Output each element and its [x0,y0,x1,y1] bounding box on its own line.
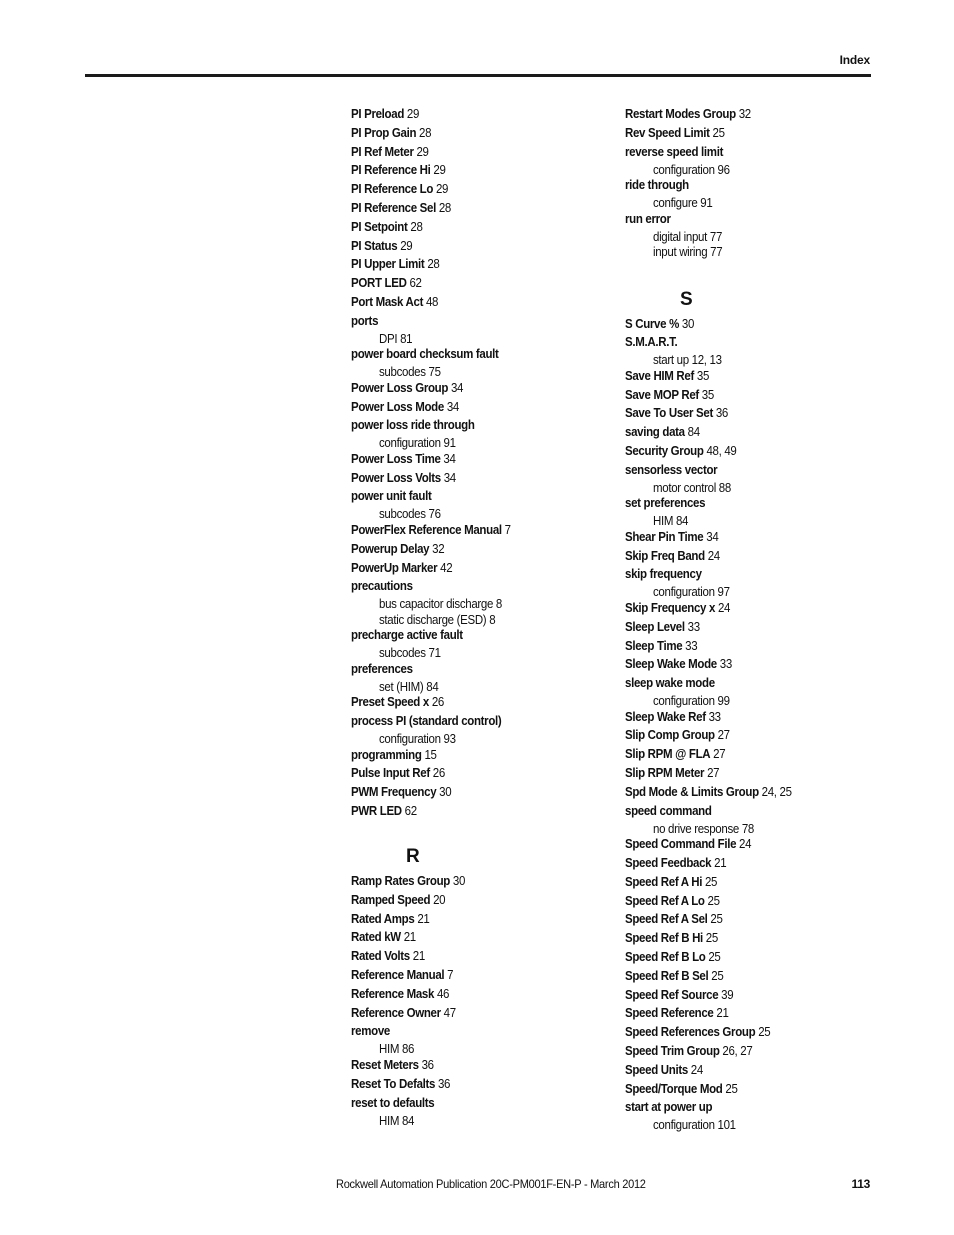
index-entry [625,950,855,964]
index-letter-heading: S [680,288,693,310]
index-page-refs: 47 [443,1005,456,1020]
index-term: Sleep Wake Ref [625,709,706,724]
index-entry [351,785,581,799]
index-term: saving data [625,425,685,440]
index-page-refs: 25 [705,931,718,946]
index-term: process PI (standard control) [351,714,502,729]
index-entry [351,1096,581,1110]
index-subentry: configuration 101 [653,1118,736,1133]
index-entry [625,620,855,634]
index-entry [625,126,855,140]
index-entry [625,1100,855,1114]
index-term: Save To User Set [625,406,713,421]
index-page-refs: 26 [431,695,444,710]
index-term: Speed/Torque Mod [625,1081,723,1096]
index-entry [351,695,581,709]
index-term: Ramp Rates Group [351,874,451,889]
index-term: PWM Frequency [351,785,437,800]
index-page-refs: 30 [681,316,695,331]
index-column-right [625,107,875,1134]
index-entry [625,1082,855,1096]
index-subentry: configure 91 [653,196,713,211]
index-page-refs: 21 [714,855,727,870]
index-subentry: configuration 96 [653,162,730,177]
index-term: sensorless vector [625,462,718,477]
index-page-refs: 42 [440,560,453,575]
index-page-refs: 62 [404,804,417,819]
index-subentry: HIM 84 [379,1113,415,1128]
index-entry [351,1006,581,1020]
index-entry [351,201,581,215]
index-term: PI Setpoint [351,219,408,234]
index-page-refs: 39 [721,987,734,1002]
index-page-refs: 35 [701,387,714,402]
index-term: power unit fault [351,489,432,504]
index-subentry: no drive response 78 [653,821,754,836]
index-page-refs: 24 [717,600,731,615]
index-page-refs: 33 [687,619,700,634]
index-page-refs: 29 [416,144,429,159]
index-entry [625,1044,855,1058]
index-page-refs: 29 [433,163,446,178]
index-page-refs: 33 [719,657,732,672]
index-page-refs: 20 [433,892,446,907]
index-entry [625,988,855,1002]
index-entry [625,549,855,563]
index-entry [351,542,581,556]
index-page-refs: 25 [710,912,723,927]
index-term: Sleep Time [625,638,683,653]
index-page-refs: 26, 27 [722,1043,753,1058]
index-page-refs: 33 [708,709,721,724]
index-entry [625,369,855,383]
index-subentry: configuration 99 [653,694,730,709]
index-page-refs: 36 [437,1076,451,1091]
index-entry [625,894,855,908]
index-entry [351,257,581,271]
index-term: run error [625,211,671,226]
index-entry [625,444,855,458]
index-term: Spd Mode & Limits Group [625,784,759,799]
index-page-refs: 7 [447,968,454,983]
index-term: Preset Speed x [351,695,429,710]
index-entry [625,335,855,349]
index-entry [351,145,581,159]
index-subentry: HIM 86 [379,1042,415,1057]
index-term: Speed Feedback [625,855,712,870]
index-term: Speed Trim Group [625,1043,720,1058]
index-subentry: configuration 97 [653,585,730,600]
index-subentry: HIM 84 [653,514,689,529]
index-page-refs: 48, 49 [706,444,737,459]
index-page-refs: 33 [685,638,698,653]
page-number: 113 [851,1177,870,1191]
index-entry [625,766,855,780]
index-subentry: configuration 93 [379,732,456,747]
index-subentry: subcodes 75 [379,365,441,380]
index-entry [625,912,855,926]
index-entry [625,676,855,690]
index-page-refs: 35 [696,368,710,383]
index-entry [625,804,855,818]
index-term: Sleep Wake Mode [625,657,717,672]
index-term: PI Preload [351,107,405,121]
header-rule [85,74,871,77]
index-subentry: subcodes 76 [379,507,441,522]
index-entry [351,107,581,121]
index-term: PI Reference Lo [351,182,434,197]
index-entry [625,317,855,331]
index-entry [625,388,855,402]
index-page-refs: 32 [738,107,751,121]
index-column-left [351,107,601,1129]
index-term: Speed Units [625,1062,688,1077]
index-subentry: bus capacitor discharge 8 [379,597,503,612]
index-entry [625,657,855,671]
index-term: Power Loss Mode [351,399,444,414]
index-term: Save MOP Ref [625,387,699,402]
index-subentry: start up 12, 13 [653,353,722,368]
footer-publication: Rockwell Automation Publication 20C-PM001F-EN-P - March 2012 [336,1177,646,1191]
index-term: Power Loss Group [351,380,449,395]
index-entry [351,347,581,361]
index-entry [625,212,855,226]
index-subentry: digital input 77 [653,229,723,244]
index-term: Restart Modes Group [625,107,736,121]
index-entry [625,601,855,615]
index-term: Power Loss Time [351,451,441,466]
index-term: Reference Owner [351,1005,441,1020]
index-entry [351,471,581,485]
index-term: preferences [351,661,413,676]
index-entry [625,1006,855,1020]
index-term: S Curve % [625,316,679,331]
index-entry [625,107,855,121]
index-page-refs: 46 [436,986,450,1001]
index-entry [351,295,581,309]
index-entry [351,400,581,414]
index-entry [351,987,581,1001]
index-entry [351,182,581,196]
index-entry [625,969,855,983]
index-entry [625,567,855,581]
index-entry [625,1063,855,1077]
index-term: Pulse Input Ref [351,766,430,781]
index-entry [351,714,581,728]
index-page-refs: 27 [713,747,726,762]
index-term: Shear Pin Time [625,529,704,544]
index-entry [625,856,855,870]
index-page-refs: 21 [417,911,430,926]
index-subentry: subcodes 71 [379,646,441,661]
index-term: power board checksum fault [351,347,499,362]
index-term: Reset To Defalts [351,1076,436,1091]
index-page-refs: 25 [704,874,718,889]
index-page-refs: 25 [711,968,724,983]
index-page-refs: 29 [406,107,420,121]
index-page-refs: 32 [432,541,445,556]
index-term: Speed Ref A Sel [625,912,708,927]
index-page-refs: 28 [438,200,452,215]
index-page-refs: 25 [725,1081,738,1096]
index-page-refs: 34 [443,451,456,466]
index-term: Speed Ref B Hi [625,931,703,946]
index-term: power loss ride through [351,418,475,433]
index-page-refs: 30 [452,874,466,889]
index-page-refs: 27 [717,728,730,743]
index-page-refs: 34 [446,399,459,414]
index-entry [351,804,581,818]
index-term: PORT LED [351,276,407,291]
index-term: Speed Command File [625,837,737,852]
index-page-refs: 21 [716,1006,729,1021]
index-page-refs: 21 [412,949,425,964]
index-entry [625,710,855,724]
index-term: programming [351,747,422,762]
index-page-refs: 25 [708,949,721,964]
index-entry [625,837,855,851]
index-term: PowerUp Marker [351,560,438,575]
index-entry [351,662,581,676]
index-term: speed command [625,803,712,818]
index-entry [625,728,855,742]
index-page-refs: 30 [439,785,452,800]
index-entry [351,766,581,780]
index-page-refs: 28 [410,219,423,234]
index-entry [625,1025,855,1039]
index-subentry: configuration 91 [379,436,456,451]
index-term: ride through [625,178,689,193]
index-entry [625,178,855,192]
index-term: Speed Ref B Sel [625,968,709,983]
index-term: Speed Reference [625,1006,714,1021]
index-term: Rev Speed Limit [625,125,710,140]
index-page-refs: 34 [706,529,719,544]
index-term: Rated Volts [351,949,410,964]
index-entry [351,276,581,290]
index-page-refs: 24 [690,1062,703,1077]
index-page-refs: 34 [450,380,464,395]
index-term: PI Prop Gain [351,125,417,140]
index-entry [351,912,581,926]
index-entry [351,381,581,395]
index-term: reverse speed limit [625,144,724,159]
index-term: Ramped Speed [351,892,431,907]
index-term: Reference Mask [351,986,435,1001]
index-page-refs: 29 [400,238,413,253]
index-term: reset to defaults [351,1095,435,1110]
index-page-refs: 25 [707,893,720,908]
index-term: PI Reference Hi [351,163,431,178]
index-entry [351,489,581,503]
index-entry [351,1077,581,1091]
index-term: sleep wake mode [625,676,715,691]
index-entry [625,406,855,420]
index-entry [625,785,855,799]
index-entry [625,496,855,510]
index-entry [351,874,581,888]
index-entry [351,523,581,537]
index-term: Slip RPM @ FLA [625,747,711,762]
index-page-refs: 36 [715,406,728,421]
index-page-refs: 48 [425,294,439,309]
index-page-refs: 24 [739,837,752,852]
index-term: PI Ref Meter [351,144,414,159]
index-entry [625,639,855,653]
index-page-refs: 84 [687,425,700,440]
index-entry [625,530,855,544]
index-page-refs: 7 [504,522,511,537]
index-entry [351,239,581,253]
index-entry [351,1024,581,1038]
index-entry [351,561,581,575]
index-term: Slip Comp Group [625,728,715,743]
index-entry [625,875,855,889]
index-term: remove [351,1024,390,1039]
index-entry [351,628,581,642]
index-page-refs: 25 [758,1025,771,1040]
index-term: S.M.A.R.T. [625,335,678,350]
index-term: Slip RPM Meter [625,766,705,781]
index-term: precharge active fault [351,628,463,643]
index-page-refs: 36 [421,1057,434,1072]
index-page-refs: 27 [707,766,720,781]
index-subentry: motor control 88 [653,480,731,495]
index-subentry: set (HIM) 84 [379,679,439,694]
index-entry [351,579,581,593]
index-entry [351,893,581,907]
index-term: Rated kW [351,930,401,945]
index-term: PWR LED [351,804,402,819]
index-term: Save HIM Ref [625,368,694,383]
index-term: skip frequency [625,567,702,582]
index-term: start at power up [625,1100,713,1115]
index-term: Speed Ref A Lo [625,893,705,908]
index-entry [351,126,581,140]
index-entry [351,748,581,762]
index-entry [351,314,581,328]
index-entry [351,418,581,432]
index-term: PI Upper Limit [351,257,425,272]
index-term: set preferences [625,496,706,511]
index-page-refs: 21 [403,930,416,945]
index-entry [625,747,855,761]
index-entry [351,1058,581,1072]
index-entry [625,931,855,945]
index-page-refs: 26 [432,766,445,781]
index-term: Skip Freq Band [625,548,705,563]
index-entry [625,425,855,439]
index-page-refs: 29 [435,182,449,197]
index-term: Skip Frequency x [625,600,716,615]
index-term: Reference Manual [351,968,445,983]
index-subentry: input wiring 77 [653,245,723,260]
index-entry [625,463,855,477]
index-page-refs: 24, 25 [761,784,792,799]
index-term: PI Status [351,238,398,253]
index-entry [351,930,581,944]
index-entry [351,949,581,963]
index-term: Security Group [625,444,704,459]
index-term: Speed Ref Source [625,987,719,1002]
index-page-refs: 28 [419,125,432,140]
index-entry [351,452,581,466]
index-term: Power Loss Volts [351,470,441,485]
index-entry [625,145,855,159]
index-page-refs: 15 [424,747,437,762]
index-page-refs: 28 [427,257,440,272]
index-page-refs: 34 [443,470,456,485]
index-entry [351,968,581,982]
index-term: PI Reference Sel [351,200,436,215]
index-term: Reset Meters [351,1057,419,1072]
index-entry [351,220,581,234]
index-page-refs: 24 [707,548,720,563]
index-term: Powerup Delay [351,541,430,556]
index-term: Speed Ref A Hi [625,874,703,889]
index-term: Port Mask Act [351,294,424,309]
section-header: Index [839,53,870,67]
index-page-refs: 25 [712,125,725,140]
index-term: PowerFlex Reference Manual [351,522,502,537]
index-letter-heading: R [406,846,420,868]
index-term: precautions [351,579,413,594]
index-term: Sleep Level [625,619,685,634]
index-term: ports [351,313,379,328]
index-term: Rated Amps [351,911,415,926]
index-entry [351,163,581,177]
index-subentry: static discharge (ESD) 8 [379,612,496,627]
index-page-refs: 62 [409,276,422,291]
index-subentry: DPI 81 [379,331,413,346]
index-term: Speed References Group [625,1025,756,1040]
index-term: Speed Ref B Lo [625,949,706,964]
